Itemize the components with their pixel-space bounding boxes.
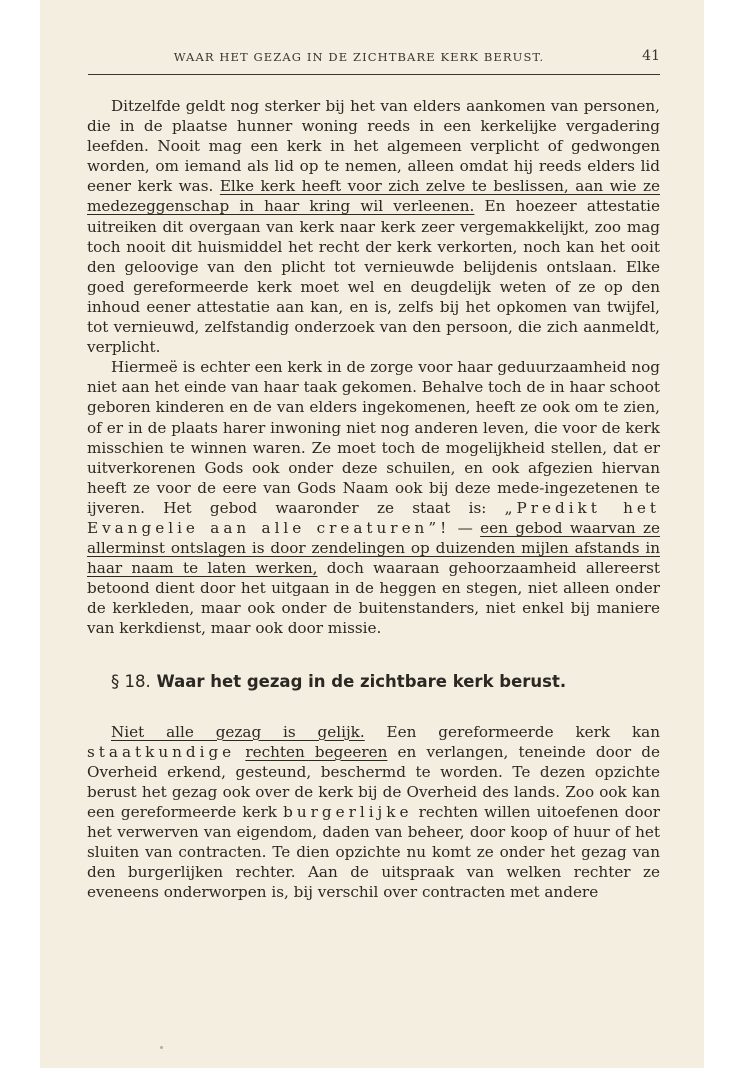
p2-quote: „Predikt het Evangelie aan alle creaturen”!: [87, 498, 661, 537]
p2-dash: —: [450, 518, 481, 537]
section-title: Waar het gezag in de zichtbare kerk berust.: [156, 671, 567, 691]
page-number: 41: [642, 48, 660, 64]
running-title: WAAR HET GEZAG IN DE ZICHTBARE KERK BERUST.: [173, 50, 545, 64]
p2-text-a: Hiermeë is echter een kerk in de zorge voor haar geduurzaamheid nog niet aan het einde van haar taak gekomen. Behalve toch de in haar schoot geboren kinderen en de van elders ingekomenen, heeft ze ook om te zien, of er in de plaats harer inwoning niet nog anderen leven, die voor de kerk misschien te winnen waren. Ze moet toch de mogelijkheid stellen, dat er uitverkorenen Gods ook onder deze schuilen, en ook afgezien hiervan heeft ze voor de eere van Gods Naam ook bij deze mede-ingezetenen te ijveren. Het gebod waaronder ze staat is:: [87, 358, 660, 517]
p3-text-c: [235, 743, 245, 761]
p3-underlined-d: rechten begeeren: [245, 742, 388, 761]
p3-underlined-a: Niet alle gezag is gelijk.: [111, 722, 365, 741]
paragraph-2: [87, 357, 660, 638]
page-body: [87, 96, 660, 902]
p1-text-c: En hoezeer attestatie uitreiken dit overgaan van kerk naar kerk zeer vergemakkelijkt, zoo mag toch nooit dit huismiddel het recht der kerk verkorten, noch kan het ooit den geloovige van den plicht tot vernieuwde belijdenis ontslaan. Elke goed gereformeerde kerk moet wel en deugdelijk weten of ze op den inhoud eener attestatie aan kan, en is, zelfs bij het opkomen van twijfel, tot vernieuwd, zelfstandig onderzoek van den persoon, die zich aanmeldt, verplicht.: [87, 197, 660, 357]
page-speck: [160, 1046, 163, 1049]
paragraph-3: [87, 722, 660, 903]
p2-text-d: doch waaraan gehoorzaamheid allereerst betoond dient door het uitgaan in de heggen en stegen, niet alleen onder de kerkleden, maar ook onder de buitenstanders, niet enkel bij maniere van kerkdienst, maar ook door missie.: [87, 559, 660, 638]
section-heading: [87, 672, 660, 692]
p3-text-e: en verlangen, teneinde door de Overheid erkend, gesteund, beschermd te worden. Te dezen opzichte berust het gezag ook over de kerk bij de Overheid des lands. Zoo ook kan een gereformeerde kerk: [87, 742, 660, 821]
p3-spaced-burgerlijke: burgerlijke: [283, 803, 413, 821]
p1-text-a: Ditzelfde geldt nog sterker bij het van elders aankomen van personen, die in de plaatse hunner woning reeds in een kerkelijke vergadering leefden. Nooit mag een kerk in het algemeen verplicht of gedwongen worden, om iemand als lid op te nemen, alleen omdat hij reeds elders lid eener kerk was.: [87, 97, 660, 196]
p3-text-b: Een gereformeerde kerk kan: [364, 722, 660, 741]
p3-text-f: rechten willen uitoefenen door het verwerven van eigendom, daden van beheer, door koop of huur of het sluiten van contracten. Te dien opzichte nu komt ze onder het gezag van den burgerlijken rechter. Aan de uitspraak van welken rechter ze eveneens onderworpen is, bij verschil over contracten met andere: [87, 803, 660, 902]
header-rule: [88, 74, 660, 75]
p3-spaced-staatkundige: staatkundige: [87, 742, 236, 761]
p1-underlined-text: Elke kerk heeft voor zich zelve te beslissen, aan wie ze medezeggenschap in haar kring wil verleenen.: [87, 177, 660, 216]
section-number: § 18.: [111, 671, 151, 691]
p2-underlined-text: een gebod waarvan ze allerminst ontslagen is door zendelingen op duizenden mijlen afstands in haar naam te laten werken,: [87, 518, 660, 578]
page-header: [88, 50, 660, 72]
paragraph-1: [87, 96, 660, 357]
